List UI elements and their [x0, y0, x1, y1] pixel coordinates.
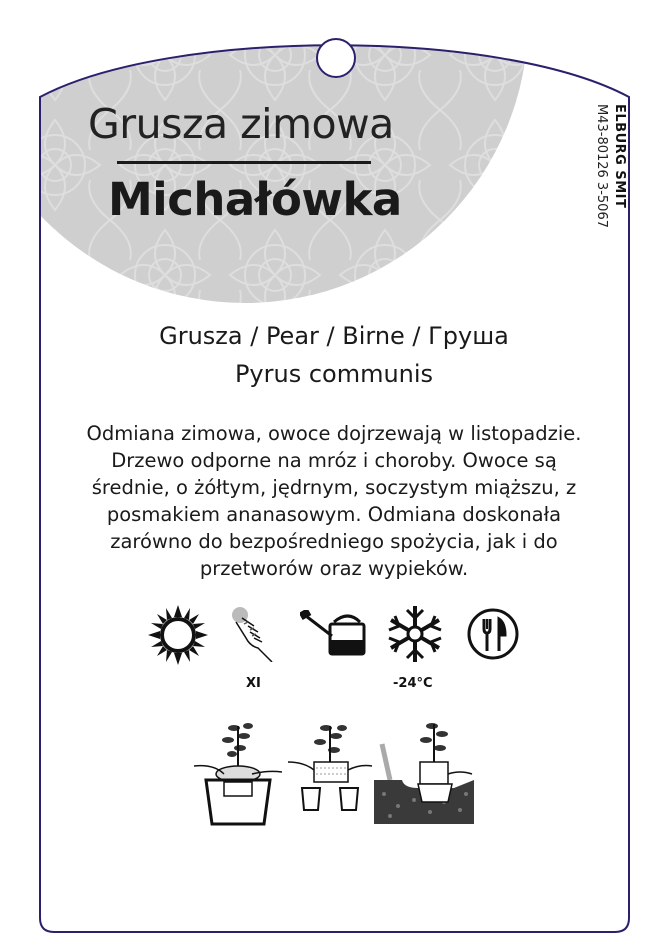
- plant-in-soil-step: [374, 714, 474, 826]
- frost-icon: [385, 604, 445, 664]
- variety-name-title: Michałówka: [108, 173, 402, 226]
- harvest-month-label: XI: [246, 676, 261, 691]
- hang-hole: [317, 39, 355, 77]
- ornament-circle: [0, 0, 528, 303]
- sun-icon: [148, 605, 208, 665]
- title-divider: [117, 161, 371, 164]
- harvest-hand-icon: [228, 604, 278, 662]
- remove-pot-step: [288, 718, 372, 814]
- brand-label: ELBURG SMIT: [612, 104, 627, 209]
- product-code: M43-80126 3-5067: [594, 104, 609, 228]
- fork-knife-icon: [466, 607, 520, 661]
- description: Odmiana zimowa, owoce dojrzewają w listopadzie. Drzewo odporne na mróz i choroby. Owoce są średnie, o żółtym, jędrnym, soczystym miąższu, z posmakiem ananasowym. Odmiana doskonała zarówno do bezpośredniego spożycia, jak i do przetworów oraz wypieków.: [86, 422, 582, 580]
- variety-type-title: Grusza zimowa: [88, 100, 394, 148]
- common-names: Grusza / Pear / Birne / Груша: [159, 322, 509, 350]
- latin-name: Pyrus communis: [234, 360, 434, 388]
- watering-can-icon: [300, 610, 366, 656]
- frost-temperature-label: -24°C: [393, 676, 433, 691]
- soak-rootball-step: [194, 718, 282, 826]
